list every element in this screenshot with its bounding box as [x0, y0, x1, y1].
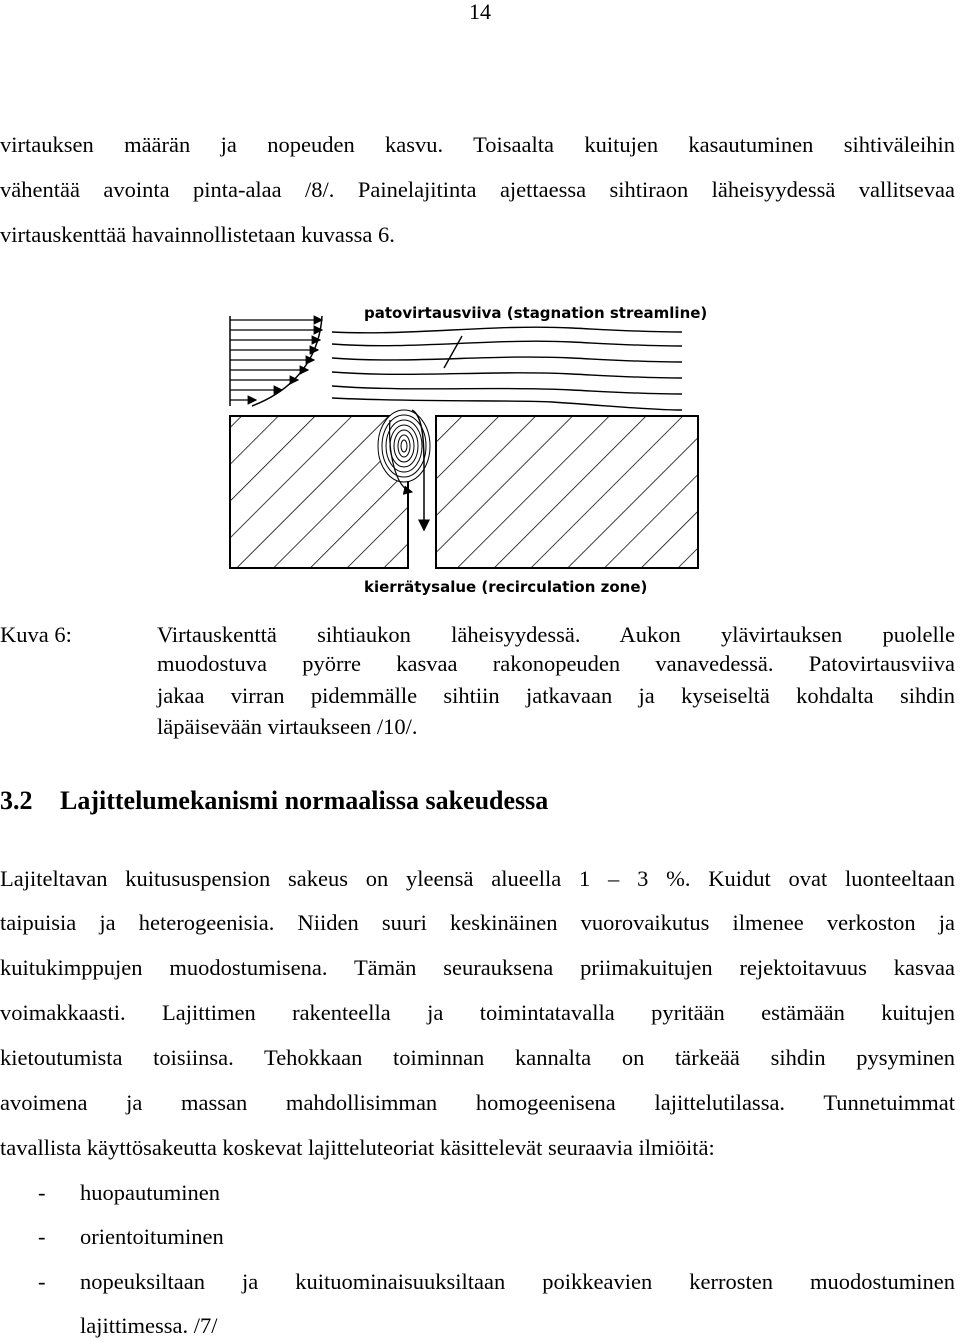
list-item-text: huopautuminen	[80, 1180, 220, 1205]
figure-caption-line: jakaa virran pidemmälle sihtiin jatkavaan ja kyseiseltä kohdalta sihdin	[157, 683, 955, 708]
list-dash: -	[38, 1224, 46, 1249]
list-item-text: orientoituminen	[80, 1224, 224, 1249]
flow-field-figure	[212, 298, 707, 598]
body-line: kuitukimppujen muodostumisena. Tämän seurauksena priimakuitujen rejektoitavuus kasvaa	[0, 955, 955, 980]
figure-caption-label: Kuva 6:	[0, 622, 72, 647]
body-line: avoimena ja massan mahdollisimman homogeenisena lajittelutilassa. Tunnetuimmat	[0, 1090, 955, 1115]
list-dash: -	[38, 1180, 46, 1205]
section-number: 3.2	[0, 786, 33, 815]
body-line: Lajiteltavan kuitususpension sakeus on yleensä alueella 1 – 3 %. Kuidut ovat luonteeltaan	[0, 866, 955, 891]
screen-bar-right	[436, 416, 698, 568]
body-line: taipuisia ja heterogeenisia. Niiden suuri keskinäinen vuorovaikutus ilmenee verkoston ja	[0, 910, 955, 935]
body-line: tavallista käyttösakeutta koskevat lajitteluteoriat käsittelevät seuraavia ilmiöitä:	[0, 1135, 715, 1160]
intro-line: vähentää avointa pinta-alaa /8/. Painelajitinta ajettaessa sihtiraon läheisyydessä vallitsevaa	[0, 177, 955, 202]
figure-caption-line: muodostuva pyörre kasvaa rakonopeuden vanavedessä. Patovirtausviiva	[157, 651, 955, 676]
body-line: voimakkaasti. Lajittimen rakenteella ja toimintatavalla pyritään estämään kuitujen	[0, 1000, 955, 1025]
list-dash: -	[38, 1269, 46, 1294]
list-item-text: nopeuksiltaan ja kuituominaisuuksiltaan poikkeavien kerrosten muodostuminen	[80, 1269, 955, 1294]
figure-caption-line: läpäisevään virtaukseen /10/.	[157, 714, 418, 739]
intro-line: virtauksen määrän ja nopeuden kasvu. Toisaalta kuitujen kasautuminen sihtiväleihin	[0, 132, 955, 157]
body-line: kietoutumista toisiinsa. Tehokkaan toiminnan kannalta on tärkeää sihdin pysyminen	[0, 1045, 955, 1070]
list-item-continuation: lajittimessa. /7/	[80, 1313, 218, 1338]
stagnation-streamline-label: patovirtausviiva (stagnation streamline)	[364, 304, 707, 322]
recirculation-zone-label: kierrätysalue (recirculation zone)	[364, 578, 648, 596]
streamlines	[332, 327, 682, 410]
velocity-profile-arrows	[230, 320, 322, 400]
section-heading	[0, 786, 548, 816]
recirculation-vortex	[378, 410, 430, 482]
section-title: Lajittelumekanismi normaalissa sakeudessa	[60, 786, 549, 815]
intro-line: virtauskenttää havainnollistetaan kuvassa 6.	[0, 222, 395, 247]
figure-caption-line: Virtauskenttä sihtiaukon läheisyydessä. Aukon ylävirtauksen puolelle	[157, 622, 955, 647]
page-number: 14	[469, 0, 491, 24]
